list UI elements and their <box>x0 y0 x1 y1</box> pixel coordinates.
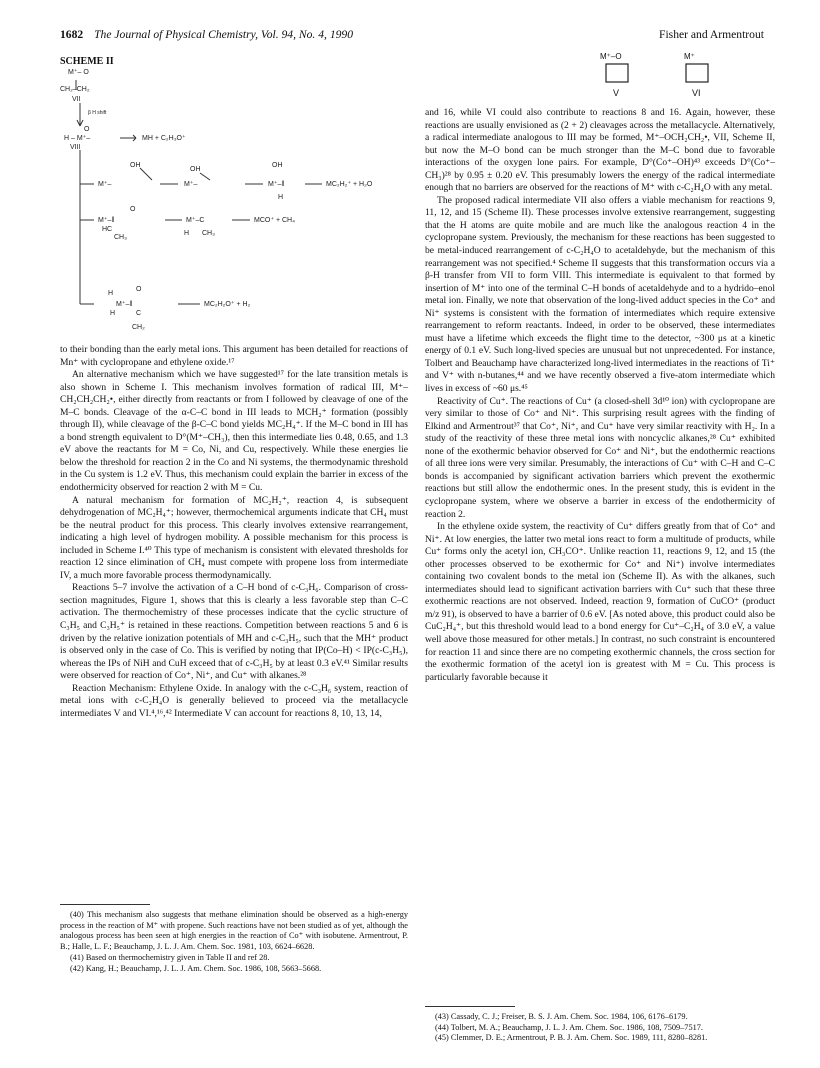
running-header <box>60 28 764 48</box>
scheme-label: OH <box>190 166 201 173</box>
scheme-label: O <box>130 206 136 213</box>
scheme-lines <box>60 68 408 338</box>
scheme-label: OH <box>272 162 283 169</box>
scheme-label: M⁺–‖ <box>116 301 133 308</box>
paragraph: The proposed radical intermediate VII also offers a viable mechanism for reactions 9, 11, 12, and 15 (Scheme II). These processes involve extensive rearrangement, suggesting that the H atoms are quite mobile and are much like the analogous reaction 4 in the cyclopropane system. Previously, the mechanism for these reactions has been suggested to be metal-induced rearrangement of c-C₂H₄O to acetaldehyde, but the mechanism of this rearrangement was not specified.⁴ Scheme II suggests that this transformation occurs via a β-H transfer from VII to form VIII. This intermediate is equivalent to that formed by insertion of M⁺ into one of the terminal C–H bonds of acetaldehyde and to a hydrido–enol metal ion. Finally, we note that observation of the long-lived adduct species in the Co⁺ and Ni⁺ systems is consistent with the formation of intermediates which require extensive rearrangement to reform reactants. Indeed, in order to be observed, these intermediates must have a lifetime which exceeds the flight time to the detector, ~300 μs at a kinetic energy of 0.1 eV. Such long-lived species are unusual but not unprecedented. For instance, Tolbert and Beauchamp have characterized long-lived intermediates in the reactions of Ti⁺ and V⁺ with n-butanes,⁴⁴ and we have recently observed a five-atom intermediate which lives in excess of ~60 μs.⁴⁵ <box>425 194 775 395</box>
footnotes-right <box>425 1012 775 1044</box>
structure-vi-atoms: M⁺ <box>684 52 695 61</box>
scheme-label: C <box>136 310 142 317</box>
footnotes-left <box>60 910 408 974</box>
paragraph: Reaction Mechanism: Ethylene Oxide. In analogy with the c-C₃H₆ system, reaction of metal ions with c-C₂H₄O is generally believed to proceed via the metallacycle intermediates V and VI.⁴,¹⁶,⁴² Intermediate V can account for reactions 8, 10, 13, 14, <box>60 682 408 719</box>
scheme-label: MC₂H₂⁺ + H₂O <box>326 181 373 188</box>
footnote-rule-right <box>425 1006 515 1007</box>
paragraph: An alternative mechanism which we have suggested¹⁷ for the late transition metals is also shown in Scheme I. This mechanism involves formation of radical III, M⁺–CH₂CH₂CH₂•, either directly from reactants or from I followed by cleavage of one of the M–C bonds. Cleavage of the α-C–C bond in III leads to MCH₂⁺ formation (possibly through II), while cleavage of the β-C–C bond yields MC₂H₄⁺. If the M–C bond in III has a bond strength equivalent to D°(M⁺–CH₃), then this intermediate lies 0.48, 0.65, and 1.3 eV above the reactants for M = Co, Ni, and Cu, respectively. While these energies lie below the threshold for reaction 2 in the Co and Ni systems, the thermodynamic threshold in the Cu system is 1.2 eV. Thus, this mechanism could explain the barrier in excess of the endothermicity observed for reaction 2 with M = Cu. <box>60 369 408 494</box>
structure-v-label: V <box>613 88 620 98</box>
footnote: (45) Clemmer, D. E.; Armentrout, P. B. J. Am. Chem. Soc. 1989, 111, 8280–8281. <box>435 1033 708 1043</box>
page-number: 1682 <box>60 28 84 41</box>
paragraph: In the ethylene oxide system, the reactivity of Cu⁺ differs greatly from that of Co⁺ and Ni⁺. At low energies, the latter two metal ions react to form a multitude of products, while Cu⁺ forms only the acetyl ion, CH₃CO⁺. Unlike reaction 11, reactions 9, 12, and 15 (the other processes observed to be exothermic for Co⁺ and Ni⁺) involve intermediates containing two covalent bonds to the metal ion (Scheme II). As with the alkanes, such intermediates should lead to significant activation barriers with Cu⁺ such that these three exothermic reactions are not observed. Indeed, reaction 9, formation of CuCO⁺ (product m/z 91), is observed to have a barrier of 0.6 eV. [As noted above, this product could also be CuC₂H₄⁺, but this threshold would lead to a bond energy for Cu⁺–C₂H₄ of 3.0 eV, a value well above those measured for other metals.] In contrast, no such constraint is encountered for reaction 11 and since there are no competing exothermic channels, the cross section for the exothermic formation of the acetyl ion is greatest with M = Cu. This process is particularly favorable because it <box>425 521 775 683</box>
scheme-label: M⁺–‖ <box>98 217 115 224</box>
scheme-label: H <box>108 290 114 297</box>
scheme-label: VII <box>72 96 81 103</box>
footnote: (41) Based on thermochemistry given in Table II and ref 28. <box>70 952 270 962</box>
scheme-label: MH + C₂H₃O⁺ <box>142 135 186 142</box>
scheme-label: MC₂H₂O⁺ + H₂ <box>204 301 251 308</box>
scheme-label: H – M⁺– <box>64 135 91 142</box>
scheme-label: CH₃ <box>202 230 215 237</box>
reaction-scheme <box>60 68 408 338</box>
structure-v-atoms: M⁺–O <box>600 52 622 61</box>
scheme-label: M⁺– <box>184 181 198 188</box>
scheme-label: CH₂ <box>132 324 145 331</box>
footnote: (42) Kang, H.; Beauchamp, J. L. J. Am. Chem. Soc. 1986, 108, 5663–5668. <box>70 963 322 973</box>
scheme-label: M⁺–C <box>186 217 205 224</box>
scheme-label: H <box>278 194 284 201</box>
scheme-label: H <box>184 230 190 237</box>
paragraph: Reactions 5–7 involve the activation of a C–H bond of c-C₃H₆. Comparison of cross-section magnitudes, Figure 1, shows that this is clearly a less favorable step than C–C activation. The thermochemistry of these processes indicate that the cyclic structure of C₃H₅ and C₃H₅⁺ is retained in these reactions. Competition between reactions 5 and 6 is driven by the relative ionization potentials of MH and c-C₃H₅, such that the MH⁺ product is observed only in the case of Co. This is verified by noting that IP(Co–H) < IP(c-C₃H₅), whereas the IPs of NiH and CuH exceed that of c-C₃H₅ by at least 0.3 eV.⁴¹ Similar results were observed for reaction of Co⁺, Ni⁺, and Cu⁺ with alkanes.²⁸ <box>60 582 408 682</box>
footnote: (40) This mechanism also suggests that methane elimination should be observed as a high-energy process in the reaction of M⁺ with propene. Such reactions have not been studied as of yet, although the analogous process has been seen at high energies in the reaction of Co⁺ with isobutene. Armentrout, P. B.; Halle, L. F.; Beauchamp, J. L. J. Am. Chem. Soc. 1981, 103, 6624–6628. <box>60 910 408 952</box>
metallacycle-structures <box>600 52 780 108</box>
author-names: Fisher and Armentrout <box>659 28 764 41</box>
structure-vi-label: VI <box>692 88 701 98</box>
scheme-label: M⁺–‖ <box>268 181 285 188</box>
scheme-label: VIII <box>70 144 81 151</box>
scheme-label: O <box>84 126 90 133</box>
left-column <box>60 344 408 720</box>
paragraph: A natural mechanism for formation of MC₂H₂⁺, reaction 4, is subsequent dehydrogenation of MC₂H₄⁺; however, thermochemical arguments indicate that CH₄ must be the neutral product for this process. This clearly involves extensive rearrangement, indicating a high level of hydrogen mobility. A possible mechanism for this process is included in Scheme I.⁴⁰ This type of mechanism is consistent with elevated thresholds for reaction 12 since elimination of CH₄ must compete with propene loss from intermediate IV, a much more favorable process thermodynamically. <box>60 494 408 581</box>
scheme-label: H <box>110 310 116 317</box>
right-column <box>425 107 775 684</box>
scheme-label: MCO⁺ + CH₄ <box>254 217 295 224</box>
scheme-label: CH₃ <box>114 234 127 241</box>
scheme-label: O <box>136 286 142 293</box>
scheme-label: HC <box>102 226 113 233</box>
footnote: (44) Tolbert, M. A.; Beauchamp, J. L. J. Am. Chem. Soc. 1986, 108, 7509–7517. <box>435 1022 703 1032</box>
scheme-title: SCHEME II <box>60 56 114 67</box>
scheme-label: M⁺– <box>98 181 112 188</box>
scheme-label: CH₂–CH₂ <box>60 86 90 93</box>
journal-citation: The Journal of Physical Chemistry, Vol. 94, No. 4, 1990 <box>94 28 354 41</box>
scheme-label: β H shift <box>88 110 107 116</box>
paragraph: to their bonding than the early metal ions. This argument has been detailed for reactions of Mn⁺ with cyclopropane and ethylene oxide.¹⁷ <box>60 344 408 368</box>
footnote: (43) Cassady, C. J.; Freiser, B. S. J. Am. Chem. Soc. 1984, 106, 6176–6179. <box>435 1012 688 1021</box>
paragraph: Reactivity of Cu⁺. The reactions of Cu⁺ (a closed-shell 3d¹⁰ ion) with cyclopropane are very similar to those of Co⁺ and Ni⁺. This surprising result agrees with the finding of Elkind and Armentrout³⁷ that Co⁺, Ni⁺, and Cu⁺ have very similar reactivity with H₂. In a study of the reactivity of these three metal ions with noncyclic alkanes,²⁸ Cu⁺ exhibited none of the exothermic behavior observed for Co⁺ and Ni⁺, but the endothermic reactions of all three ions were very similar. Presumably, the interactions of Cu⁺ with C–H and C–C bonds is accompanied by significant activation barriers which prevent the exothermic reactions but still allow the endothermic ones. In the present study, this is evident in the cyclopropane system, where we observe a barrier in excess of the endothermicity of reaction 2. <box>425 395 775 520</box>
scheme-label: OH <box>130 162 141 169</box>
footnote-rule-left <box>60 904 150 905</box>
paragraph: and 16, while VI could also contribute to reactions 8 and 16. Again, however, these reactions are usually envisioned as (2 + 2) cleavages across the metallacycle. Alternatively, a radical intermediate analogous to III may be formed, M⁺–OCH₂CH₂•, VII, Scheme II, but now the M–O bond can be much stronger than the M–C bond due to favorable interactions of the oxygen lone pairs. For example, D°(Co⁺–OH)⁴³ exceeds D°(Co⁺–CH₃)²⁸ by 0.95 ± 0.20 eV. This presumably lowers the energy of the radical intermediate enough that no barriers are observed for the reactions of M⁺ with c-C₂H₄O with any metal. <box>425 107 775 194</box>
scheme-label: M⁺– O <box>68 69 89 76</box>
